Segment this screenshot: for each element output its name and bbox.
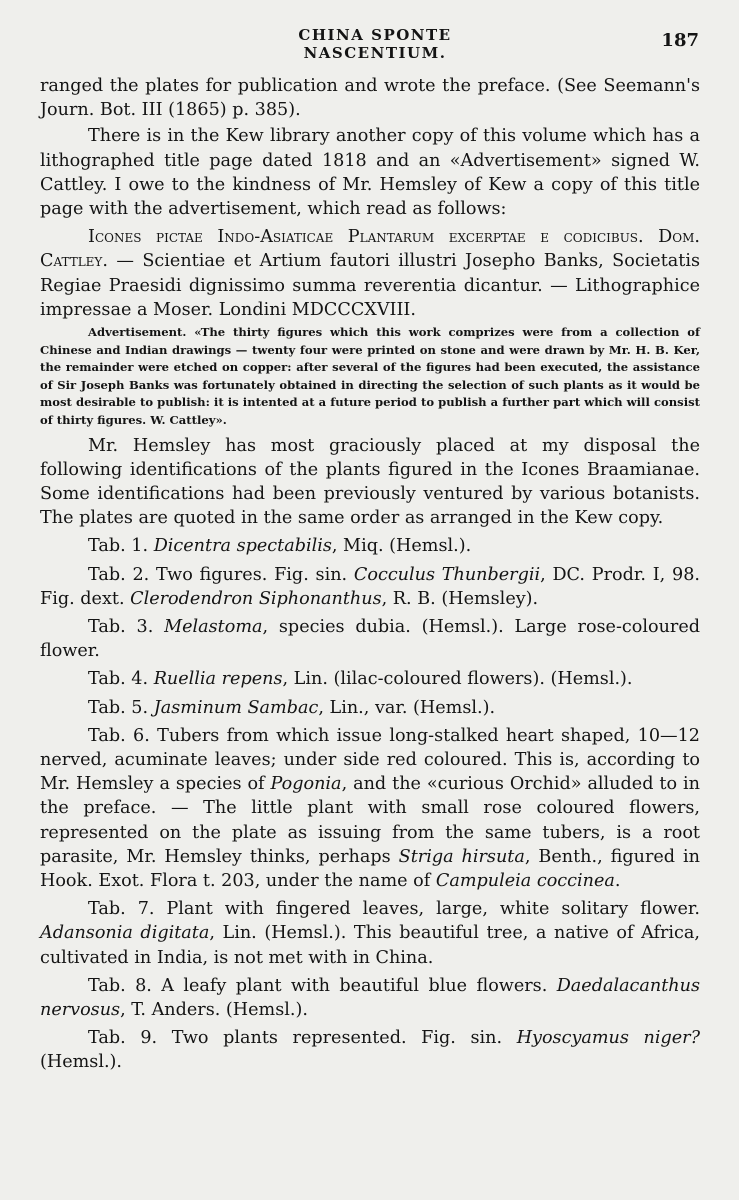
tab-entry-6 bbox=[40, 724, 700, 893]
tab-entry-5 bbox=[40, 696, 700, 720]
species-name: Clerodendron Siphonanthus bbox=[130, 588, 382, 609]
paragraph-1: ranged the plates for publication and wrote the preface. (See Seemann's Journ. Bot. III (1865) p. 385). bbox=[40, 76, 700, 121]
tab-text: , Lin., var. (Hemsl.). bbox=[318, 697, 496, 718]
species-name: Jasminum Sambac bbox=[153, 697, 319, 718]
species-name: Campuleia coccinea bbox=[435, 871, 615, 892]
species-name: Hyoscyamus niger? bbox=[516, 1028, 701, 1049]
tab-text: Tab. 2. Two figures. Fig. sin. bbox=[88, 564, 354, 585]
tab-text: , Miq. (Hemsl.). bbox=[331, 536, 472, 557]
species-name: Daedalacanthus nervosus bbox=[40, 975, 700, 1021]
tab-entry-2 bbox=[40, 563, 700, 611]
species-name: Dicentra spectabilis bbox=[153, 536, 332, 557]
tab-text: , R. B. (Hemsley). bbox=[381, 588, 539, 609]
tab-text: Tab. 1. bbox=[88, 536, 154, 557]
tab-text: , Lin. (Hemsl.). This beautiful tree, a native of Africa, cultivated in India, is not met with in China. bbox=[40, 923, 700, 968]
tab-text: Tab. 8. A leafy plant with beautiful blue flowers. bbox=[88, 975, 557, 996]
tab-text: Tab. 3. bbox=[88, 617, 165, 638]
species-name: Cocculus Thunbergii bbox=[353, 564, 541, 585]
tab-text: , Benth., figured in Hook. Exot. Flora t. 203, under the name of bbox=[40, 846, 701, 892]
species-name: Ruellia repens bbox=[153, 669, 283, 690]
running-title: CHINA SPONTE NASCENTIUM. bbox=[298, 26, 452, 62]
tab-text: . bbox=[614, 871, 621, 892]
tab-entry-3 bbox=[40, 615, 700, 663]
tab-text: , and the «curious Orchid» alluded to in the preface. — The little plant with small rose coloured flowers, represented on the plate as issuing from the same tubers, is a root parasite, Mr. Hemsley thinks, perhaps bbox=[40, 774, 700, 867]
tab-text: (Hemsl.). bbox=[40, 1052, 123, 1073]
tab-text: Tab. 5. bbox=[88, 697, 154, 718]
species-name: Melastoma bbox=[164, 617, 263, 638]
title-caps: Icones pictae Indo-Asiaticae Plantarum excerptae e codicibus. Dom. Cattley. bbox=[40, 227, 700, 272]
species-name: Pogonia bbox=[270, 774, 342, 795]
tab-text: Tab. 6. Tubers from which issue long-stalked heart shaped, 10—12 nerved, acuminate leaves; under side red coloured. This is, according to Mr. Hemsley a species of bbox=[40, 725, 700, 795]
tab-text: Tab. 7. Plant with fingered leaves, large, white solitary flower. bbox=[88, 899, 700, 920]
tab-text: , T. Anders. (Hemsl.). bbox=[120, 1000, 308, 1021]
tab-text: Tab. 9. Two plants represented. Fig. sin. bbox=[88, 1028, 517, 1049]
paragraph-3: Mr. Hemsley has most graciously placed at my disposal the following identifications of the plants figured in the Icones Braamianae. Some identifications had been previously ventured by various botanists. The plates are quoted in the same order as arranged in the Kew copy. bbox=[40, 435, 700, 529]
species-name: Striga hirsuta bbox=[398, 846, 525, 867]
title-page-text bbox=[40, 225, 700, 322]
species-name: Adansonia digitata bbox=[40, 923, 210, 944]
tab-entry-7 bbox=[40, 897, 700, 970]
advertisement-text: Advertisement. «The thirty figures which this work comprizes were from a collection of Chinese and Indian drawings — twenty four were printed on stone and were drawn by Mr. H. B. Ker, the remainder were etched on copper: after several of the figures had been executed, the assistance of Sir Joseph Banks was fortunately obtained in directing the selection of such plants as it would be most desirable to publish: it is intented at a future period to publish a further part which will consist of thirty figures. W. Cattley». bbox=[40, 325, 700, 427]
tab-text: Tab. 4. bbox=[88, 669, 154, 690]
tab-entry-9 bbox=[40, 1026, 700, 1074]
tab-entry-1 bbox=[40, 534, 700, 558]
tab-text: , DC. Prodr. I, 98. Fig. dext. bbox=[40, 564, 700, 609]
tab-text: , Lin. (lilac-coloured flowers). (Hemsl.). bbox=[282, 669, 633, 690]
tab-text: , species dubia. (Hemsl.). Large rose-coloured flower. bbox=[40, 617, 700, 662]
tab-entry-8 bbox=[40, 974, 700, 1022]
tab-entry-4 bbox=[40, 667, 700, 691]
page-number: 187 bbox=[661, 30, 699, 51]
title-dedication: — Scientiae et Artium fautori illustri Josepho Banks, Societatis Regiae Praesidi dignissimo summa reverentia dicantur. — Lithographice impressae a Moser. Londini MDCCCXVIII. bbox=[40, 251, 700, 320]
page-body bbox=[40, 74, 700, 1075]
paragraph-2: There is in the Kew library another copy of this volume which has a lithographed title page dated 1818 and an «Advertisement» signed W. Cattley. I owe to the kindness of Mr. Hemsley of Kew a copy of this title page with the advertisement, which read as follows: bbox=[40, 126, 700, 220]
